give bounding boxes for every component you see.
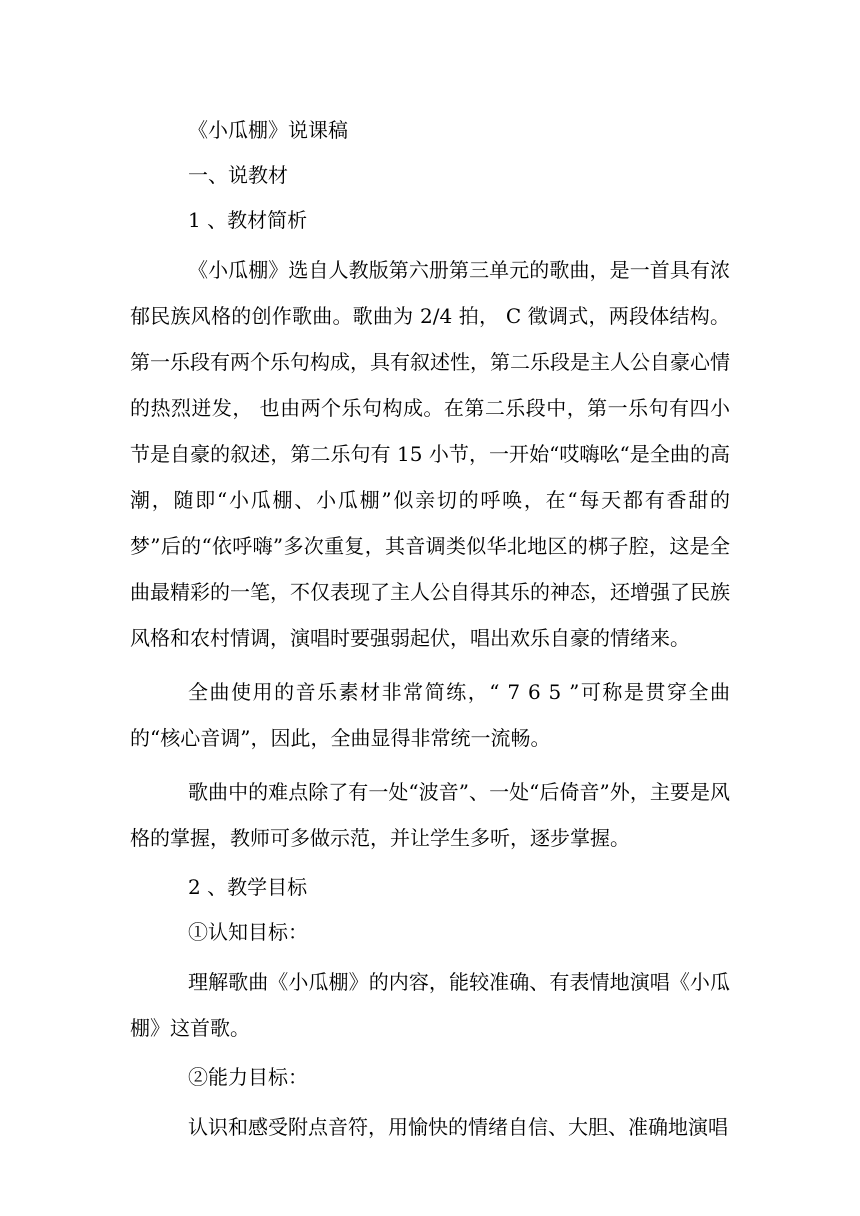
goal-heading: ②能力目标：	[188, 1065, 308, 1089]
document-title: 《小瓜棚》说课稿	[188, 118, 348, 142]
goal-heading: ①认知目标：	[188, 920, 308, 944]
paragraph: 理解歌曲《小瓜棚》的内容，能较准确、有表情地演唱《小瓜棚》这首歌。	[130, 970, 730, 1040]
document-body	[130, 112, 730, 1158]
paragraph: 歌曲中的难点除了有一处“波音”、一处“后倚音”外，主要是风格的掌握，教师可多做示范，并让学生多听，逐步掌握。	[130, 780, 730, 850]
paragraph: 认识和感受附点音符，用愉快的情绪自信、大胆、准确地演唱	[188, 1115, 728, 1139]
section-heading: 一、说教材	[188, 163, 288, 187]
paragraph: 《小瓜棚》选自人教版第六册第三单元的歌曲，是一首具有浓郁民族风格的创作歌曲。歌曲为 2/4 拍， C 徵调式，两段体结构。第一乐段有两个乐句构成，具有叙述性，第二乐段是主人公自豪心情的热烈迸发， 也由两个乐句构成。在第二乐段中，第一乐句有四小节是自豪的叙述，第二乐句有 15 小节，一开始“哎嗨吆“是全曲的高潮，随即“小瓜棚、小瓜棚”似亲切的呼唤，在“每天都有香甜的梦”后的“依呼嗨”多次重复，其音调类似华北地区的梆子腔，这是全曲最精彩的一笔，不仅表现了主人公自得其乐的神态，还增强了民族风格和农村情调，演唱时要强弱起伏，唱出欢乐自豪的情绪来。	[130, 258, 730, 650]
paragraph: 全曲使用的音乐素材非常简练，“ 7 6 5 ”可称是贯穿全曲的“核心音调”，因此，全曲显得非常统一流畅。	[130, 680, 730, 750]
subsection-heading: 2 、教学目标	[188, 875, 308, 899]
subsection-heading: 1 、教材简析	[188, 208, 308, 232]
